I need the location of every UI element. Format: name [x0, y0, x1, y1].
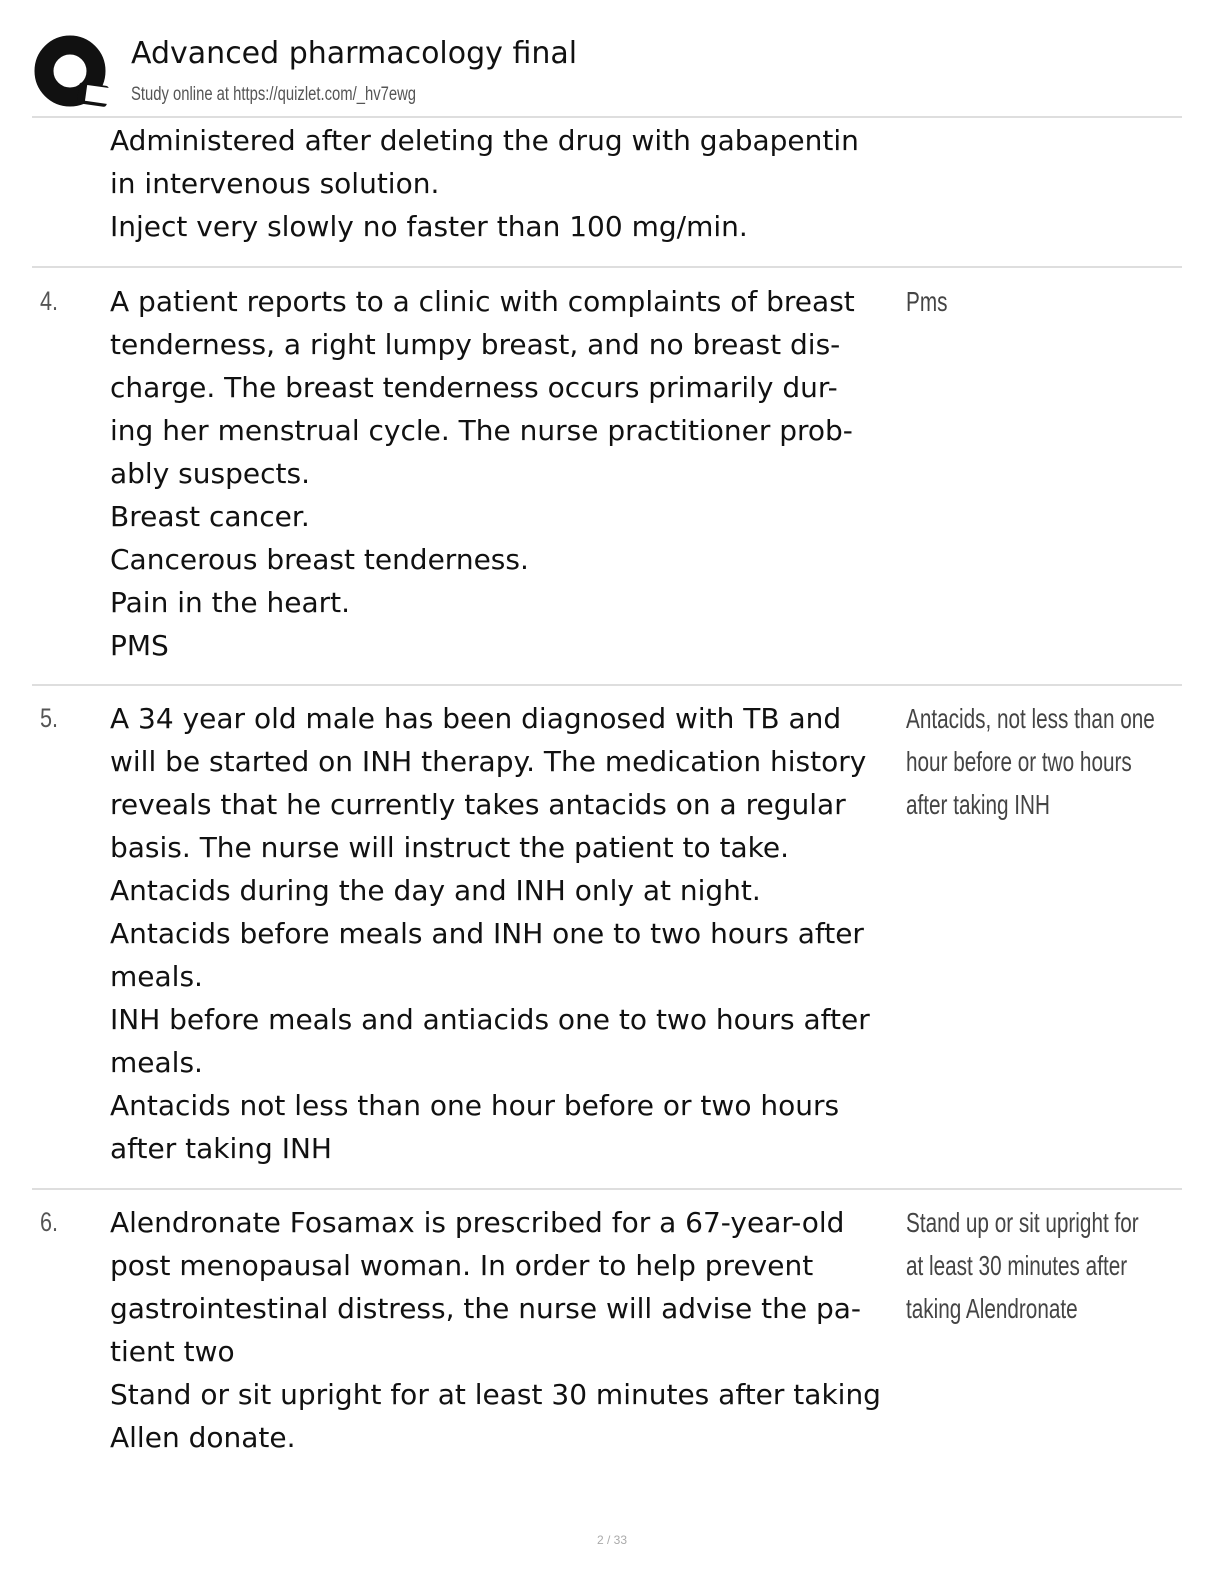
- question-line: charge. The breast tenderness occurs primarily dur-: [110, 371, 838, 404]
- question-line: will be started on INH therapy. The medication history: [110, 745, 867, 778]
- question-line: Antacids during the day and INH only at night.: [110, 874, 761, 907]
- question-line: Stand or sit upright for at least 30 minutes after taking: [110, 1378, 881, 1411]
- question-line: Pain in the heart.: [110, 586, 351, 619]
- card-question: [110, 697, 910, 1170]
- card-divider: [32, 266, 1182, 268]
- question-line: reveals that he currently takes antacids on a regular: [110, 788, 846, 821]
- card-answer: [906, 280, 1150, 323]
- card-question: [110, 1201, 910, 1459]
- question-line: ing her menstrual cycle. The nurse practitioner prob-: [110, 414, 853, 447]
- card-question-continued: [110, 119, 910, 248]
- question-line: tient two: [110, 1335, 235, 1368]
- card-answer: [906, 1201, 1150, 1330]
- card-number: 4.: [40, 286, 59, 316]
- question-line: PMS: [110, 629, 169, 662]
- answer-line: taking Alendronate: [906, 1293, 1078, 1324]
- question-line: meals.: [110, 1046, 203, 1079]
- quizlet-logo-icon: [34, 34, 110, 110]
- page-number: 2 / 33: [596, 1533, 628, 1547]
- card-divider: [32, 1188, 1182, 1190]
- card-number: 5.: [40, 703, 59, 733]
- question-line: in intervenous solution.: [110, 167, 440, 200]
- document-title: Advanced pharmacology final: [131, 36, 578, 71]
- answer-line: at least 30 minutes after: [906, 1250, 1128, 1281]
- page-header: [32, 30, 1182, 118]
- question-line: A patient reports to a clinic with complaints of breast: [110, 285, 855, 318]
- question-line: after taking INH: [110, 1132, 332, 1165]
- question-line: Allen donate.: [110, 1421, 296, 1454]
- question-line: post menopausal woman. In order to help prevent: [110, 1249, 814, 1282]
- question-line: Administered after deleting the drug with gabapentin: [110, 124, 859, 157]
- question-line: basis. The nurse will instruct the patient to take.: [110, 831, 790, 864]
- question-line: Cancerous breast tenderness.: [110, 543, 529, 576]
- question-line: Antacids not less than one hour before or two hours: [110, 1089, 840, 1122]
- answer-line: Stand up or sit upright for: [906, 1207, 1139, 1238]
- card-answer: [906, 697, 1155, 826]
- study-online-link[interactable]: Study online at https://quizlet.com/_hv7ewg: [131, 84, 417, 105]
- question-line: Breast cancer.: [110, 500, 310, 533]
- question-line: Alendronate Fosamax is prescribed for a 67-year-old: [110, 1206, 845, 1239]
- question-line: Antacids before meals and INH one to two hours after: [110, 917, 864, 950]
- card-divider: [32, 684, 1182, 686]
- card-number: 6.: [40, 1207, 59, 1237]
- question-line: ably suspects.: [110, 457, 310, 490]
- question-line: Inject very slowly no faster than 100 mg/min.: [110, 210, 748, 243]
- answer-line: Antacids, not less than one: [906, 703, 1155, 734]
- answer-line: hour before or two hours: [906, 746, 1132, 777]
- question-line: meals.: [110, 960, 203, 993]
- question-line: A 34 year old male has been diagnosed with TB and: [110, 702, 842, 735]
- card-question: [110, 280, 910, 667]
- answer-line: Pms: [906, 286, 948, 317]
- question-line: tenderness, a right lumpy breast, and no breast dis-: [110, 328, 841, 361]
- question-line: INH before meals and antiacids one to two hours after: [110, 1003, 870, 1036]
- answer-line: after taking INH: [906, 789, 1050, 820]
- question-line: gastrointestinal distress, the nurse will advise the pa-: [110, 1292, 861, 1325]
- header-divider: [32, 116, 1182, 118]
